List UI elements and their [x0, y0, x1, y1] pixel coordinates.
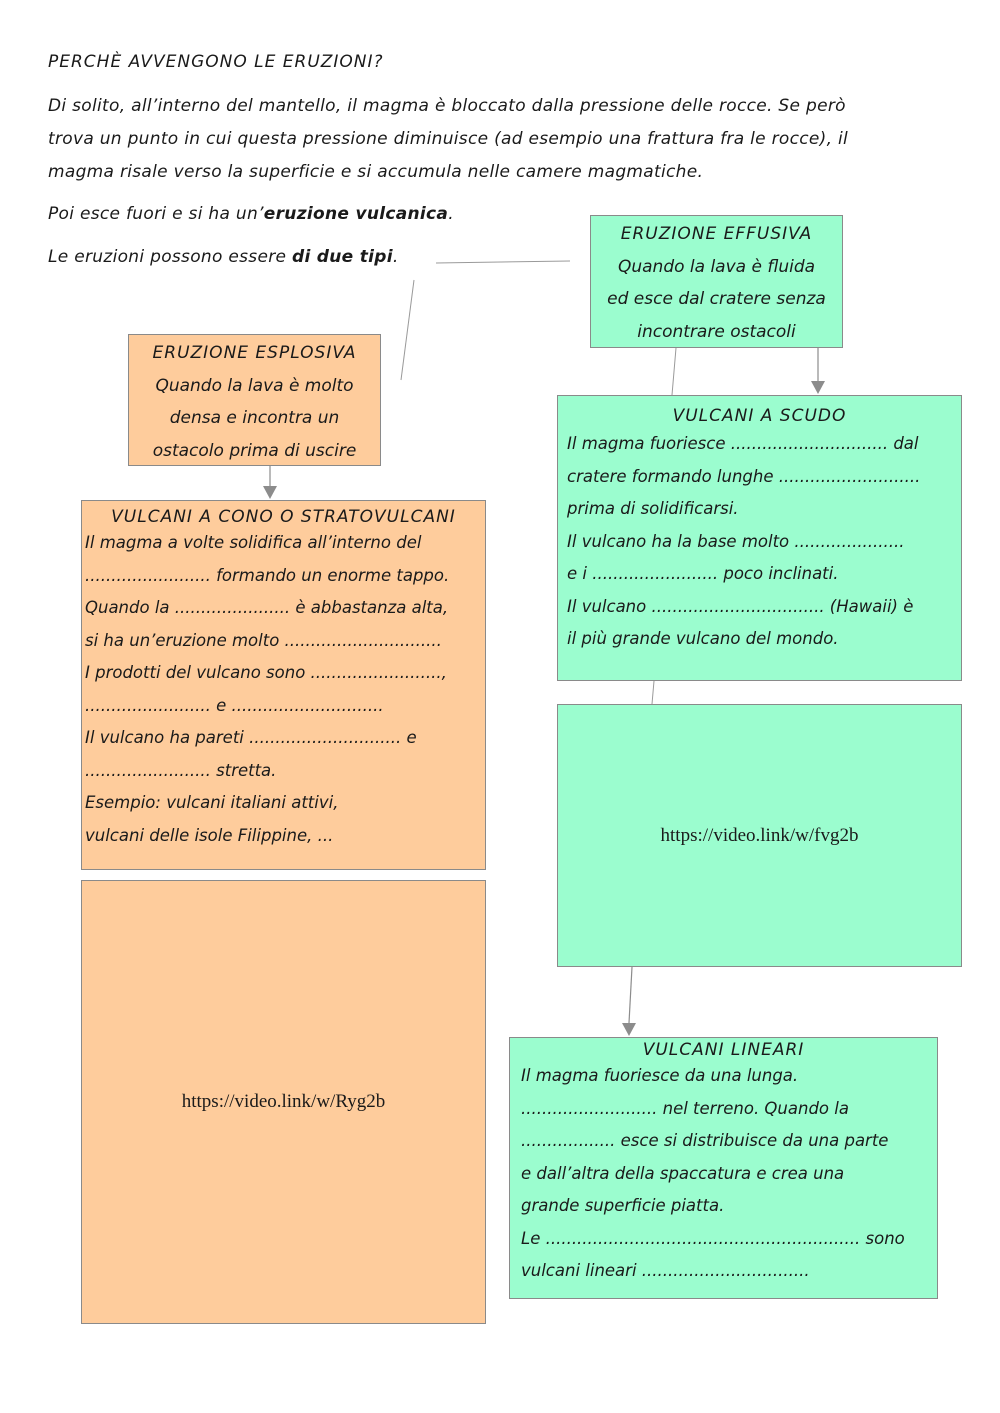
page-title: PERCHÈ AVVENGONO LE ERUZIONI?: [48, 52, 384, 72]
box-body: [85, 527, 482, 852]
box-line: densa e incontra un: [169, 408, 340, 428]
fill-in-line: Il vulcano ha la base molto .....................: [567, 531, 905, 551]
box-title: ERUZIONE ESPLOSIVA: [152, 343, 357, 363]
fill-in-line: grande superficie piatta.: [521, 1196, 725, 1215]
connector-line: [401, 280, 414, 380]
video-link[interactable]: https://video.link/w/Ryg2b: [181, 1091, 386, 1112]
connector-line: [652, 681, 654, 704]
fill-in-line: Le ............................................................ sono: [521, 1228, 905, 1248]
stratovolcano-box: [81, 500, 486, 870]
box-line: Quando la lava è fluida: [617, 256, 816, 277]
fill-in-line: cratere formando lunghe ...........................: [567, 466, 921, 486]
box-body: [521, 1060, 926, 1288]
fill-in-line: .................. esce si distribuisce da una parte: [521, 1131, 889, 1150]
box-body: [567, 428, 952, 656]
box-line: Quando la lava è molto: [155, 375, 354, 396]
fill-in-line: vulcani delle isole Filippine, ...: [85, 825, 334, 845]
arrow-head: [263, 486, 277, 499]
bold-term: eruzione vulcanica: [263, 204, 449, 224]
fill-in-line: Il magma fuoriesce .............................. dal: [567, 434, 919, 453]
fill-in-line: prima di solidificarsi.: [567, 499, 739, 518]
fill-in-line: Il magma a volte solidifica all’interno del: [85, 533, 422, 552]
fill-in-line: Quando la ...................... è abbastanza alta,: [85, 598, 449, 617]
video-box-stratovolcano[interactable]: [81, 880, 486, 1324]
connector-line: [672, 348, 676, 395]
fill-in-line: Il vulcano ha pareti ............................. e: [85, 728, 417, 747]
video-link[interactable]: https://video.link/w/fvg2b: [660, 824, 859, 846]
fill-in-line: Esempio: vulcani italiani attivi,: [85, 793, 339, 812]
sentence-text: .: [392, 247, 399, 267]
bold-term: di due tipi: [291, 247, 393, 267]
sentence-text: Poi esce fuori e si ha un’: [48, 204, 264, 224]
intro-line: trova un punto in cui questa pressione diminuisce (ad esempio una frattura fra le rocce), il: [48, 129, 849, 149]
arrow-line: [629, 967, 632, 1023]
box-title: VULCANI A CONO O STRATOVULCANI: [111, 507, 456, 527]
intro-line: Di solito, all’interno del mantello, il magma è bloccato dalla pressione delle rocce. Se però: [48, 96, 846, 116]
explosive-eruption-box: [128, 334, 381, 466]
arrow-head: [811, 381, 825, 394]
effusive-eruption-box: [590, 215, 843, 348]
fill-in-line: ........................ formando un enorme tappo.: [85, 565, 450, 585]
box-title: VULCANI LINEARI: [642, 1040, 805, 1060]
fill-in-line: I prodotti del vulcano sono .........................,: [85, 663, 447, 682]
fill-in-line: Il magma fuoriesce da una lunga.: [521, 1066, 799, 1085]
sentence-text: Le eruzioni possono essere: [48, 247, 292, 267]
fill-in-line: il più grande vulcano del mondo.: [567, 629, 839, 648]
sentence-text: .: [448, 204, 454, 224]
fill-in-line: e i ........................ poco inclinati.: [567, 564, 839, 583]
box-title: VULCANI A SCUDO: [672, 406, 847, 426]
box-line: ed esce dal cratere senza: [607, 289, 826, 309]
box-line: ostacolo prima di uscire: [152, 440, 357, 461]
arrow-head: [622, 1023, 636, 1036]
linear-volcano-box: [509, 1037, 938, 1299]
intro-line: magma risale verso la superficie e si accumula nelle camere magmatiche.: [48, 162, 704, 182]
intro-paragraph: [48, 90, 948, 189]
shield-volcano-box: [557, 395, 962, 681]
fill-in-line: si ha un’eruzione molto ..............................: [85, 630, 442, 650]
fill-in-line: vulcani lineari ................................: [521, 1261, 810, 1280]
video-box-shield[interactable]: [557, 704, 962, 967]
fill-in-line: Il vulcano ................................. (Hawaii) è: [567, 596, 914, 616]
box-line: incontrare ostacoli: [637, 321, 796, 342]
fill-in-line: ........................ e .............................: [85, 695, 384, 715]
fill-in-line: ........................ stretta.: [85, 760, 277, 780]
fill-in-line: e dall’altra della spaccatura e crea una: [521, 1163, 845, 1183]
box-title: ERUZIONE EFFUSIVA: [620, 224, 813, 244]
fill-in-line: .......................... nel terreno. Quando la: [521, 1098, 849, 1118]
